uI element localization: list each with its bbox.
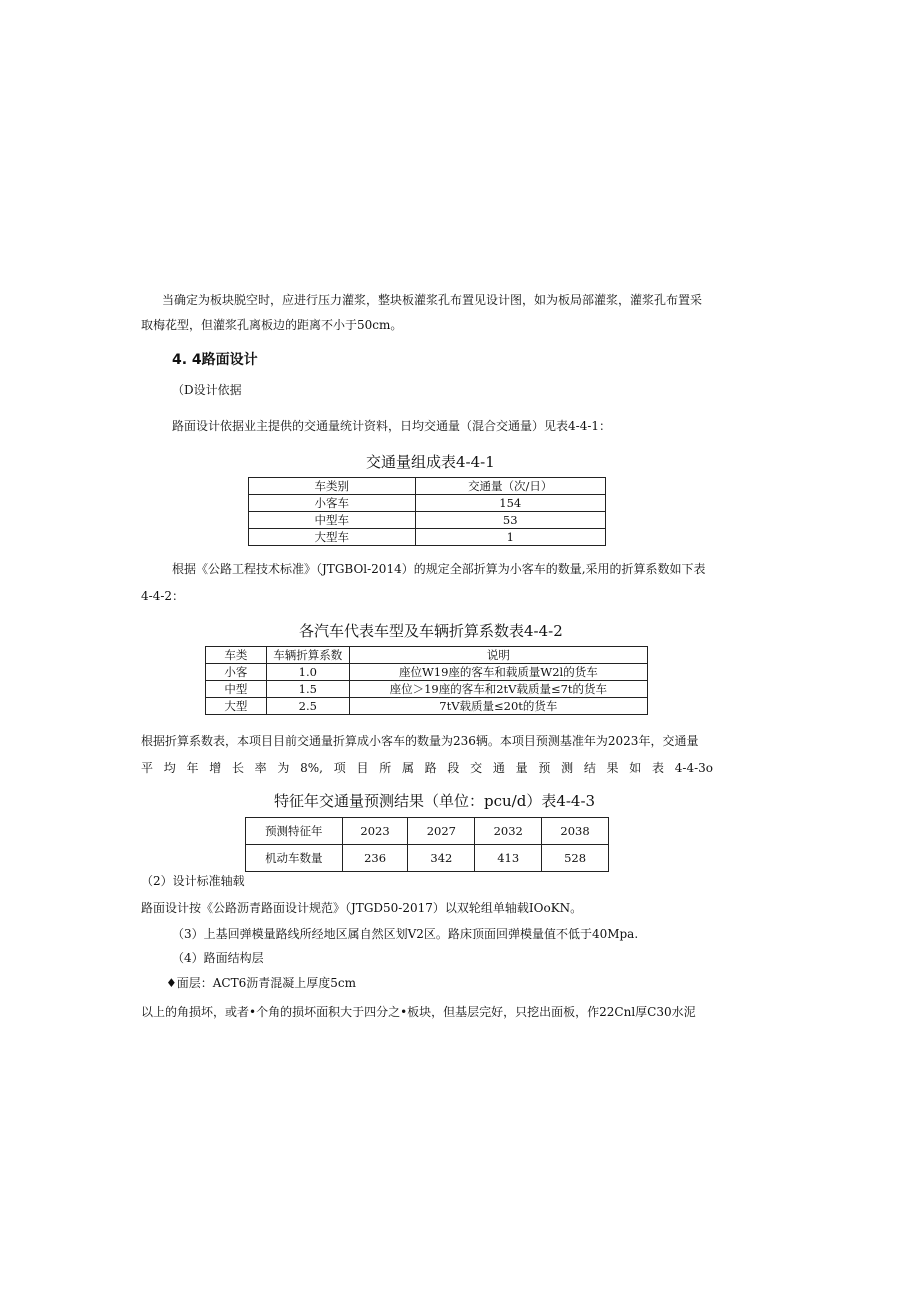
table-cell: 机动车数量 bbox=[246, 845, 343, 872]
table-caption: 特征年交通量预测结果（单位：pcu/d）表4-4-3 bbox=[274, 792, 596, 810]
header-cell: 车辆折算系数 bbox=[266, 647, 349, 664]
traffic-composition-table bbox=[248, 477, 606, 546]
table-cell: 528 bbox=[542, 845, 609, 872]
table-caption: 各汽车代表车型及车辆折算系数表4-4-2 bbox=[299, 622, 563, 640]
table-cell: 大型车 bbox=[249, 529, 416, 546]
paragraph-line: 根据折算系数表，本项目目前交通量折算成小客车的数量为236辆。本项目预测基准年为2023年，交通量 bbox=[141, 734, 699, 748]
table-cell: 中型 bbox=[206, 681, 267, 698]
bullet-item: ♦面层：ACT6沥青混凝上厚度5cm bbox=[166, 976, 356, 990]
header-cell: 2038 bbox=[542, 818, 609, 845]
subheading: （4）路面结构层 bbox=[172, 951, 264, 965]
table-caption: 交通量组成表4-4-1 bbox=[366, 453, 495, 471]
header-cell: 2027 bbox=[408, 818, 475, 845]
table-row bbox=[206, 664, 648, 681]
header-cell: 车类别 bbox=[249, 478, 416, 495]
header-cell: 2032 bbox=[475, 818, 542, 845]
paragraph-line: 平均年增长率为8%,项目所属路段交通量预测结果如表4-4-3o bbox=[141, 761, 713, 775]
table-row bbox=[206, 698, 648, 715]
table-cell: 2.5 bbox=[266, 698, 349, 715]
header-cell: 交通量（次/日） bbox=[415, 478, 606, 495]
paragraph-line: 4-4-2： bbox=[141, 589, 185, 603]
table-cell: 1 bbox=[415, 529, 606, 546]
table-cell: 中型车 bbox=[249, 512, 416, 529]
table-cell: 座位W19座的客车和载质量W2l的货车 bbox=[349, 664, 647, 681]
table-cell: 1.0 bbox=[266, 664, 349, 681]
paragraph: 路面设计依据业主提供的交通量统计资料，日均交通量（混合交通量）见表4-4-1： bbox=[172, 419, 612, 433]
table-cell: 1.5 bbox=[266, 681, 349, 698]
section-heading: 4. 4路面设计 bbox=[172, 352, 258, 368]
paragraph: 路面设计按《公路沥青路面设计规范》（JTGD50-2017）以双轮组单轴载IOoKN。 bbox=[141, 901, 583, 915]
table-row bbox=[206, 681, 648, 698]
table-cell: 342 bbox=[408, 845, 475, 872]
table-cell: 413 bbox=[475, 845, 542, 872]
table-header-row bbox=[246, 818, 609, 845]
traffic-forecast-table bbox=[245, 817, 609, 872]
table-cell: 53 bbox=[415, 512, 606, 529]
paragraph-line: 当确定为板块脱空时，应进行压力灌浆，整块板灌浆孔布置见设计图，如为板局部灌浆，灌浆孔布置采 bbox=[162, 293, 703, 307]
table-row bbox=[249, 529, 606, 546]
table-header-row bbox=[206, 647, 648, 664]
table-cell: 座位＞19座的客车和2tV载质量≤7t的货车 bbox=[349, 681, 647, 698]
subheading: （2）设计标准轴载 bbox=[141, 874, 245, 888]
header-cell: 预测特征年 bbox=[246, 818, 343, 845]
table-cell: 小客 bbox=[206, 664, 267, 681]
table-cell: 小客车 bbox=[249, 495, 416, 512]
paragraph-line: 取梅花型，但灌浆孔离板边的距离不小于50cm。 bbox=[141, 318, 403, 332]
paragraph-line: 根据《公路工程技术标准》（JTGBOl-2014）的规定全部折算为小客车的数量,采用的折算系数如下表 bbox=[172, 562, 706, 576]
paragraph: 以上的角损坏，或者•个角的损坏面积大于四分之•板块，但基层完好，只挖出面板，作22Cnl厚C30水泥 bbox=[141, 1005, 696, 1019]
table-cell: 7tV载质量≤20t的货车 bbox=[349, 698, 647, 715]
header-cell: 说明 bbox=[349, 647, 647, 664]
header-cell: 车类 bbox=[206, 647, 267, 664]
subheading: （3）上基回弹模量路线所经地区属自然区划V2区。路床顶面回弹模量值不低于40Mpa. bbox=[172, 927, 639, 941]
table-row bbox=[249, 495, 606, 512]
table-cell: 大型 bbox=[206, 698, 267, 715]
table-cell: 236 bbox=[342, 845, 408, 872]
table-cell: 154 bbox=[415, 495, 606, 512]
vehicle-conversion-table bbox=[205, 646, 648, 715]
subheading: （D设计依据 bbox=[172, 383, 242, 397]
table-row bbox=[249, 512, 606, 529]
table-header-row bbox=[249, 478, 606, 495]
table-row bbox=[246, 845, 609, 872]
header-cell: 2023 bbox=[342, 818, 408, 845]
